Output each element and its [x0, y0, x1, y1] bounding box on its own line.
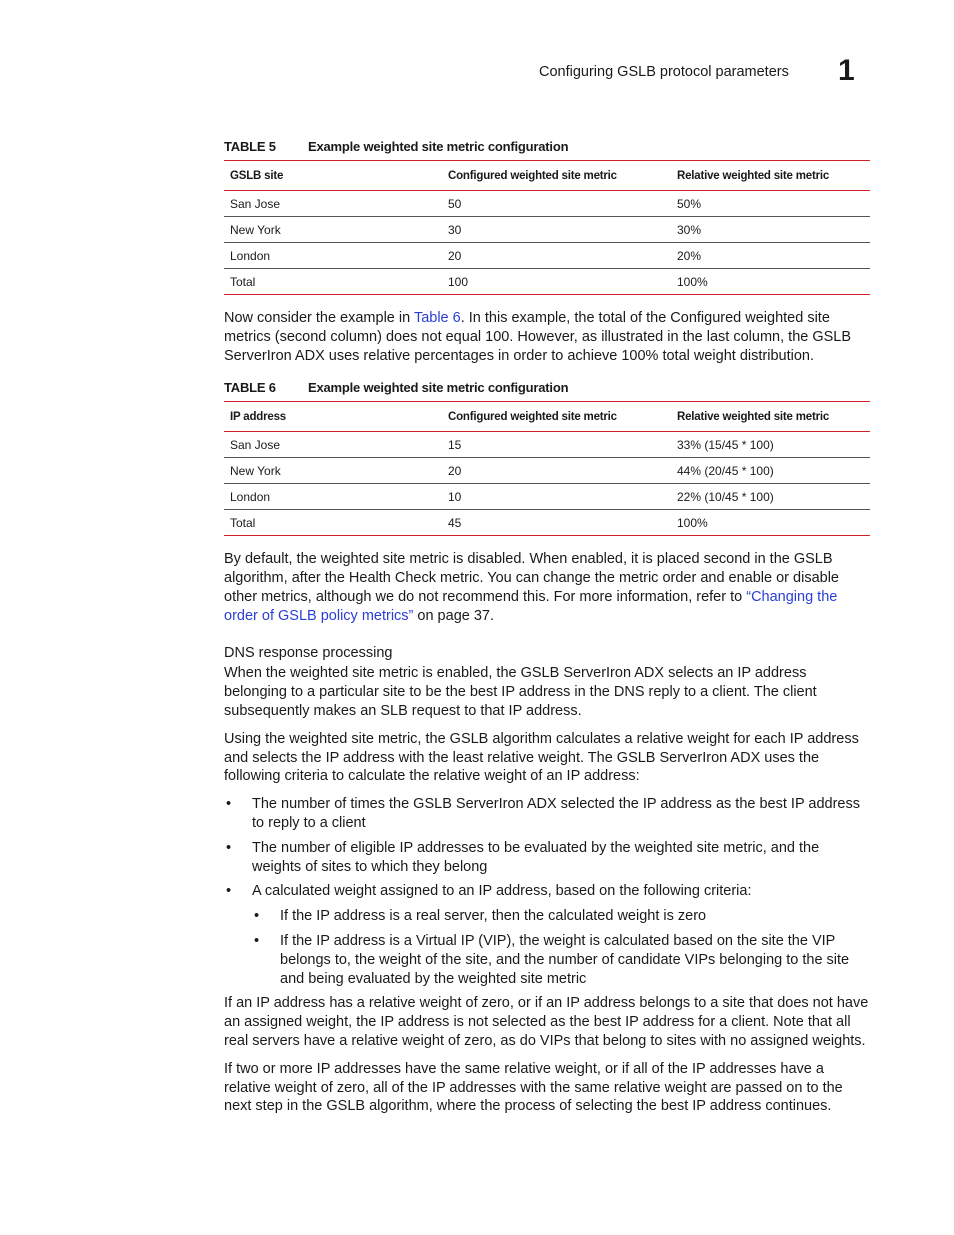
list-item — [224, 882, 870, 901]
paragraph-text: on page 37. — [413, 607, 495, 624]
sub-criteria-list — [252, 907, 870, 988]
table5-label: TABLE 5 — [224, 139, 276, 154]
table-cell: 45 — [448, 515, 462, 530]
table-row — [224, 458, 870, 484]
paragraph-default-disabled — [224, 550, 870, 625]
table-row — [224, 510, 870, 536]
table5-title: Example weighted site metric configuration — [308, 139, 569, 154]
section-heading: DNS response processing — [224, 644, 393, 661]
table5-col-header: GSLB site — [224, 161, 442, 191]
table-header-row — [224, 161, 870, 191]
table-cell: 50 — [442, 191, 671, 217]
table5-caption — [224, 136, 870, 160]
table-row — [224, 191, 870, 217]
table-cell: 33% (15/45 * 100) — [671, 432, 870, 458]
bullet-icon: • — [226, 839, 232, 856]
table6-link[interactable]: Table 6 — [413, 310, 461, 326]
table5 — [224, 160, 870, 295]
paragraph-dns-1: When the weighted site metric is enabled, the GSLB ServerIron ADX selects an IP address belonging to a particular site to be the best IP address in the DNS reply to a client. The client subsequently makes an SLB request to that IP address. — [224, 665, 817, 719]
table-cell: New York — [224, 458, 442, 484]
table6-col-header: Relative weighted site metric — [671, 402, 870, 432]
chapter-number: 1 — [838, 54, 855, 87]
table-cell: 10 — [442, 484, 671, 510]
table-cell: 44% (20/45 * 100) — [671, 458, 870, 484]
table-cell: 100% — [677, 515, 708, 530]
table-cell: London — [224, 484, 442, 510]
table-header-row — [224, 402, 870, 432]
list-item-text: The number of eligible IP addresses to be evaluated by the weighted site metric, and the weights of sites to which they belong — [252, 839, 820, 875]
table-cell: 20 — [442, 243, 671, 269]
list-item — [224, 839, 870, 877]
table6-title: Example weighted site metric configuration — [308, 380, 569, 396]
list-item — [252, 907, 870, 926]
paragraph-dns-3: If an IP address has a relative weight of zero, or if an IP address belongs to a site that does not have an assigned weight, the IP address is not selected as the best IP address for a client. Note that all real servers have a relative weight of zero, as do VIPs that belong to sites with no assigned weights. — [224, 995, 869, 1049]
changing-order-link[interactable]: “Changing the order of GSLB policy metrics” — [224, 588, 838, 624]
table-cell: 50% — [671, 191, 870, 217]
page-content — [224, 136, 870, 1116]
table5-col-header: Relative weighted site metric — [671, 161, 870, 191]
paragraph-text: By default, the weighted site metric is disabled. When enabled, it is placed second in the GSLB algorithm, after the Health Check metric. You can change the metric order and enable or disable other metrics, although we do not recommend this. For more information, refer to — [224, 551, 839, 605]
list-item-text: A calculated weight assigned to an IP address, based on the following criteria: — [252, 883, 752, 900]
list-item-text: If the IP address is a real server, then the calculated weight is zero — [280, 908, 707, 925]
table-cell: 30% — [671, 217, 870, 243]
bullet-icon: • — [226, 796, 232, 813]
paragraph-dns-2: Using the weighted site metric, the GSLB algorithm calculates a relative weight for each IP address and selects the IP address with the least relative weight. The GSLB ServerIron ADX uses the following criteria to calculate the relative weight of an IP address: — [224, 730, 859, 785]
table-row — [224, 484, 870, 510]
table-cell: 20% — [671, 243, 870, 269]
paragraph-text: Now consider the example in — [224, 310, 414, 326]
table-cell: 30 — [442, 217, 671, 243]
table-cell: 15 — [442, 432, 671, 458]
table6 — [224, 401, 870, 536]
running-header-title: Configuring GSLB protocol parameters — [539, 64, 789, 80]
table-cell: New York — [224, 217, 442, 243]
table6-col-header: Configured weighted site metric — [442, 402, 671, 432]
bullet-icon: • — [254, 908, 260, 925]
table-row — [224, 243, 870, 269]
table-row — [224, 269, 870, 295]
paragraph-table6-intro — [224, 309, 870, 365]
criteria-list — [224, 795, 870, 901]
list-item-text: The number of times the GSLB ServerIron ADX selected the IP address as the best IP address to reply to a client — [252, 796, 860, 831]
paragraph-dns-4: If two or more IP addresses have the same relative weight, or if all of the IP addresses have a relative weight of zero, all of the IP addresses with the same relative weight are passed on to the next step in the GSLB algorithm, where the process of selecting the best IP address continues. — [224, 1060, 843, 1115]
table-row — [224, 217, 870, 243]
bullet-icon: • — [254, 932, 260, 949]
table-row — [224, 432, 870, 458]
table6-caption — [224, 377, 870, 401]
table-cell: San Jose — [224, 432, 442, 458]
table-cell: Total — [230, 274, 256, 289]
bullet-icon: • — [226, 883, 232, 900]
table6-label: TABLE 6 — [224, 380, 276, 396]
list-item-text: If the IP address is a Virtual IP (VIP), the weight is calculated based on the site the VIP belongs to, the weight of the site, and the number of candidate VIPs belonging to the site and being evaluated by the weighted site metric — [280, 932, 850, 987]
table-cell: 100 — [448, 274, 469, 289]
paragraph-text: . In this example, the total of the Configured weighted site metrics (second column) does not equal 100. However, as illustrated in the last column, the GSLB ServerIron ADX uses relative percentages in order to achieve 100% total weight distribution. — [224, 310, 852, 364]
table6-col-header: IP address — [224, 402, 442, 432]
table-cell: 22% (10/45 * 100) — [671, 484, 870, 510]
table-cell: 100% — [677, 274, 708, 289]
list-item — [224, 795, 870, 833]
table-cell: Total — [230, 515, 256, 530]
table-cell: London — [224, 243, 442, 269]
table-cell: 20 — [442, 458, 671, 484]
list-item — [252, 932, 870, 988]
table-cell: San Jose — [224, 191, 442, 217]
table5-col-header: Configured weighted site metric — [442, 161, 671, 191]
